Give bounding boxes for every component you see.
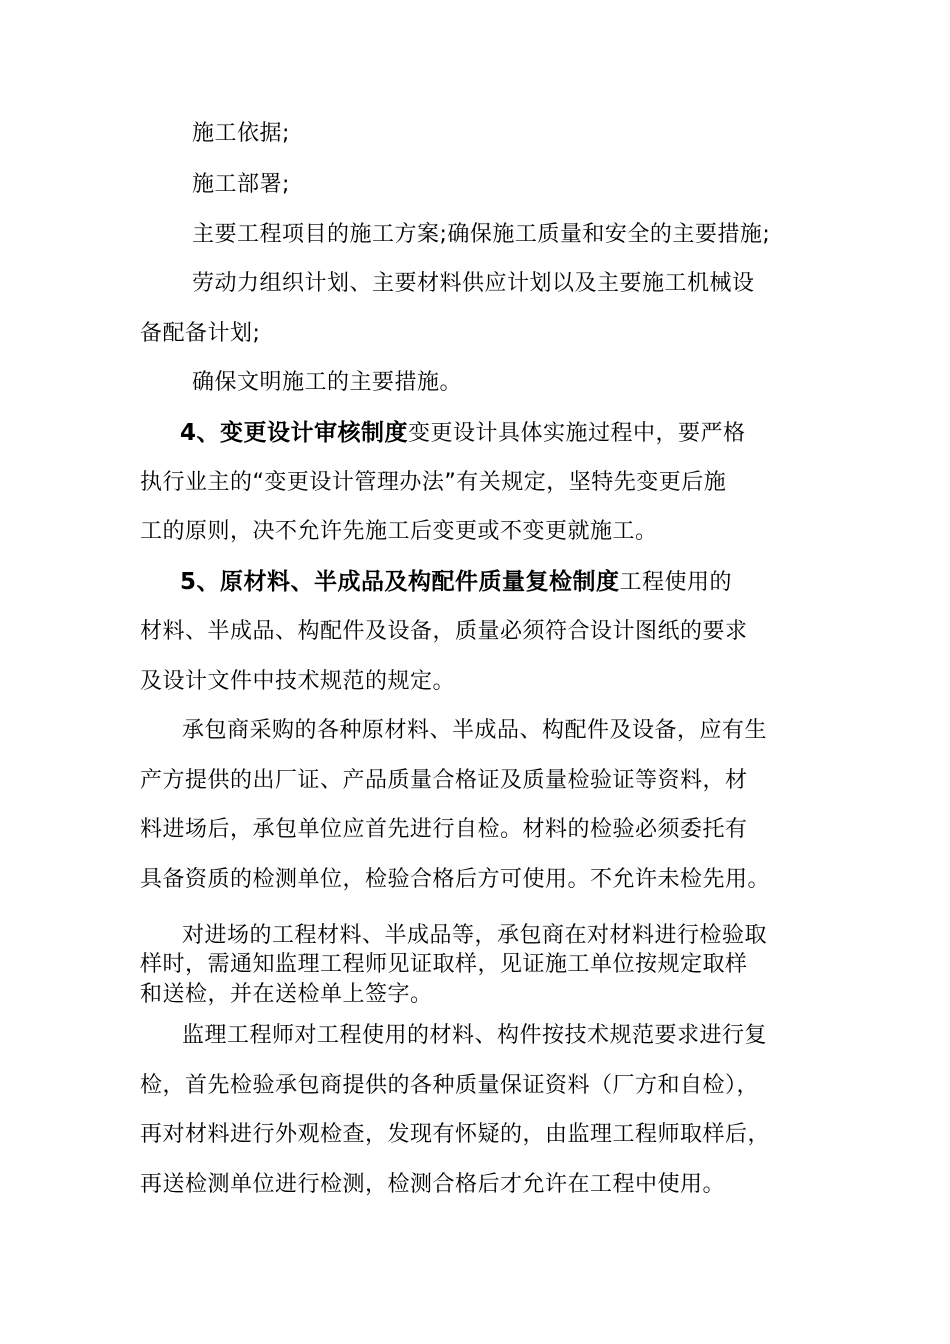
- section-5-line-3: 及设计文件中技术规范的规定。: [140, 669, 456, 694]
- paragraph-line: 监理工程师对工程使用的材料、构件按技术规范要求进行复: [182, 1023, 768, 1048]
- list-item: 施工依据;: [192, 121, 290, 146]
- list-item: 主要工程项目的施工方案;确保施工质量和安全的主要措施;: [192, 222, 771, 247]
- section-5-heading: 5、原材料、半成品及构配件质量复检制度: [180, 569, 620, 595]
- paragraph-line: 对进场的工程材料、半成品等，承包商在对材料进行检验取: [182, 923, 768, 948]
- section-4-line-2: 执行业主的“变更设计管理办法”有关规定，坚特先变更后施: [140, 470, 727, 495]
- section-4-line-3: 工的原则，决不允许先施工后变更或不变更就施工。: [140, 519, 658, 544]
- list-item: 劳动力组织计划、主要材料供应计划以及主要施工机械设: [192, 271, 755, 296]
- section-5-line-2: 材料、半成品、构配件及设备，质量必须符合设计图纸的要求: [140, 619, 748, 644]
- list-item-continuation: 备配备计划;: [140, 321, 261, 346]
- section-4-heading: 4、变更设计审核制度: [180, 420, 409, 446]
- section-4-text: 变更设计具体实施过程中，要严格: [408, 421, 746, 446]
- paragraph-line: 产方提供的出厂证、产品质量合格证及质量检验证等资料，材: [140, 768, 748, 793]
- list-item: 施工部署;: [192, 172, 290, 197]
- paragraph-line: 料进场后，承包单位应首先进行自检。材料的检验必须委托有: [140, 817, 748, 842]
- paragraph-line: 具备资质的检测单位，检验合格后方可使用。不允许未检先用。: [140, 867, 771, 892]
- paragraph-line: 和送检，并在送检单上签字。: [140, 982, 433, 1007]
- section-5-line-1: [180, 567, 732, 598]
- section-4-line-1: [180, 418, 746, 449]
- paragraph-line: 检，首先检验承包商提供的各种质量保证资料（厂方和自检），: [140, 1073, 760, 1098]
- paragraph-line: 再对材料进行外观检查，发现有怀疑的，由监理工程师取样后，: [140, 1122, 771, 1147]
- section-5-text: 工程使用的: [619, 570, 733, 595]
- paragraph-line: 样时，需通知监理工程师见证取样，见证施工单位按规定取样: [140, 952, 748, 977]
- list-item: 确保文明施工的主要措施。: [192, 370, 463, 395]
- paragraph-line: 再送检测单位进行检测，检测合格后才允许在工程中使用。: [140, 1172, 726, 1197]
- paragraph-line: 承包商采购的各种原材料、半成品、构配件及设备，应有生: [182, 718, 768, 743]
